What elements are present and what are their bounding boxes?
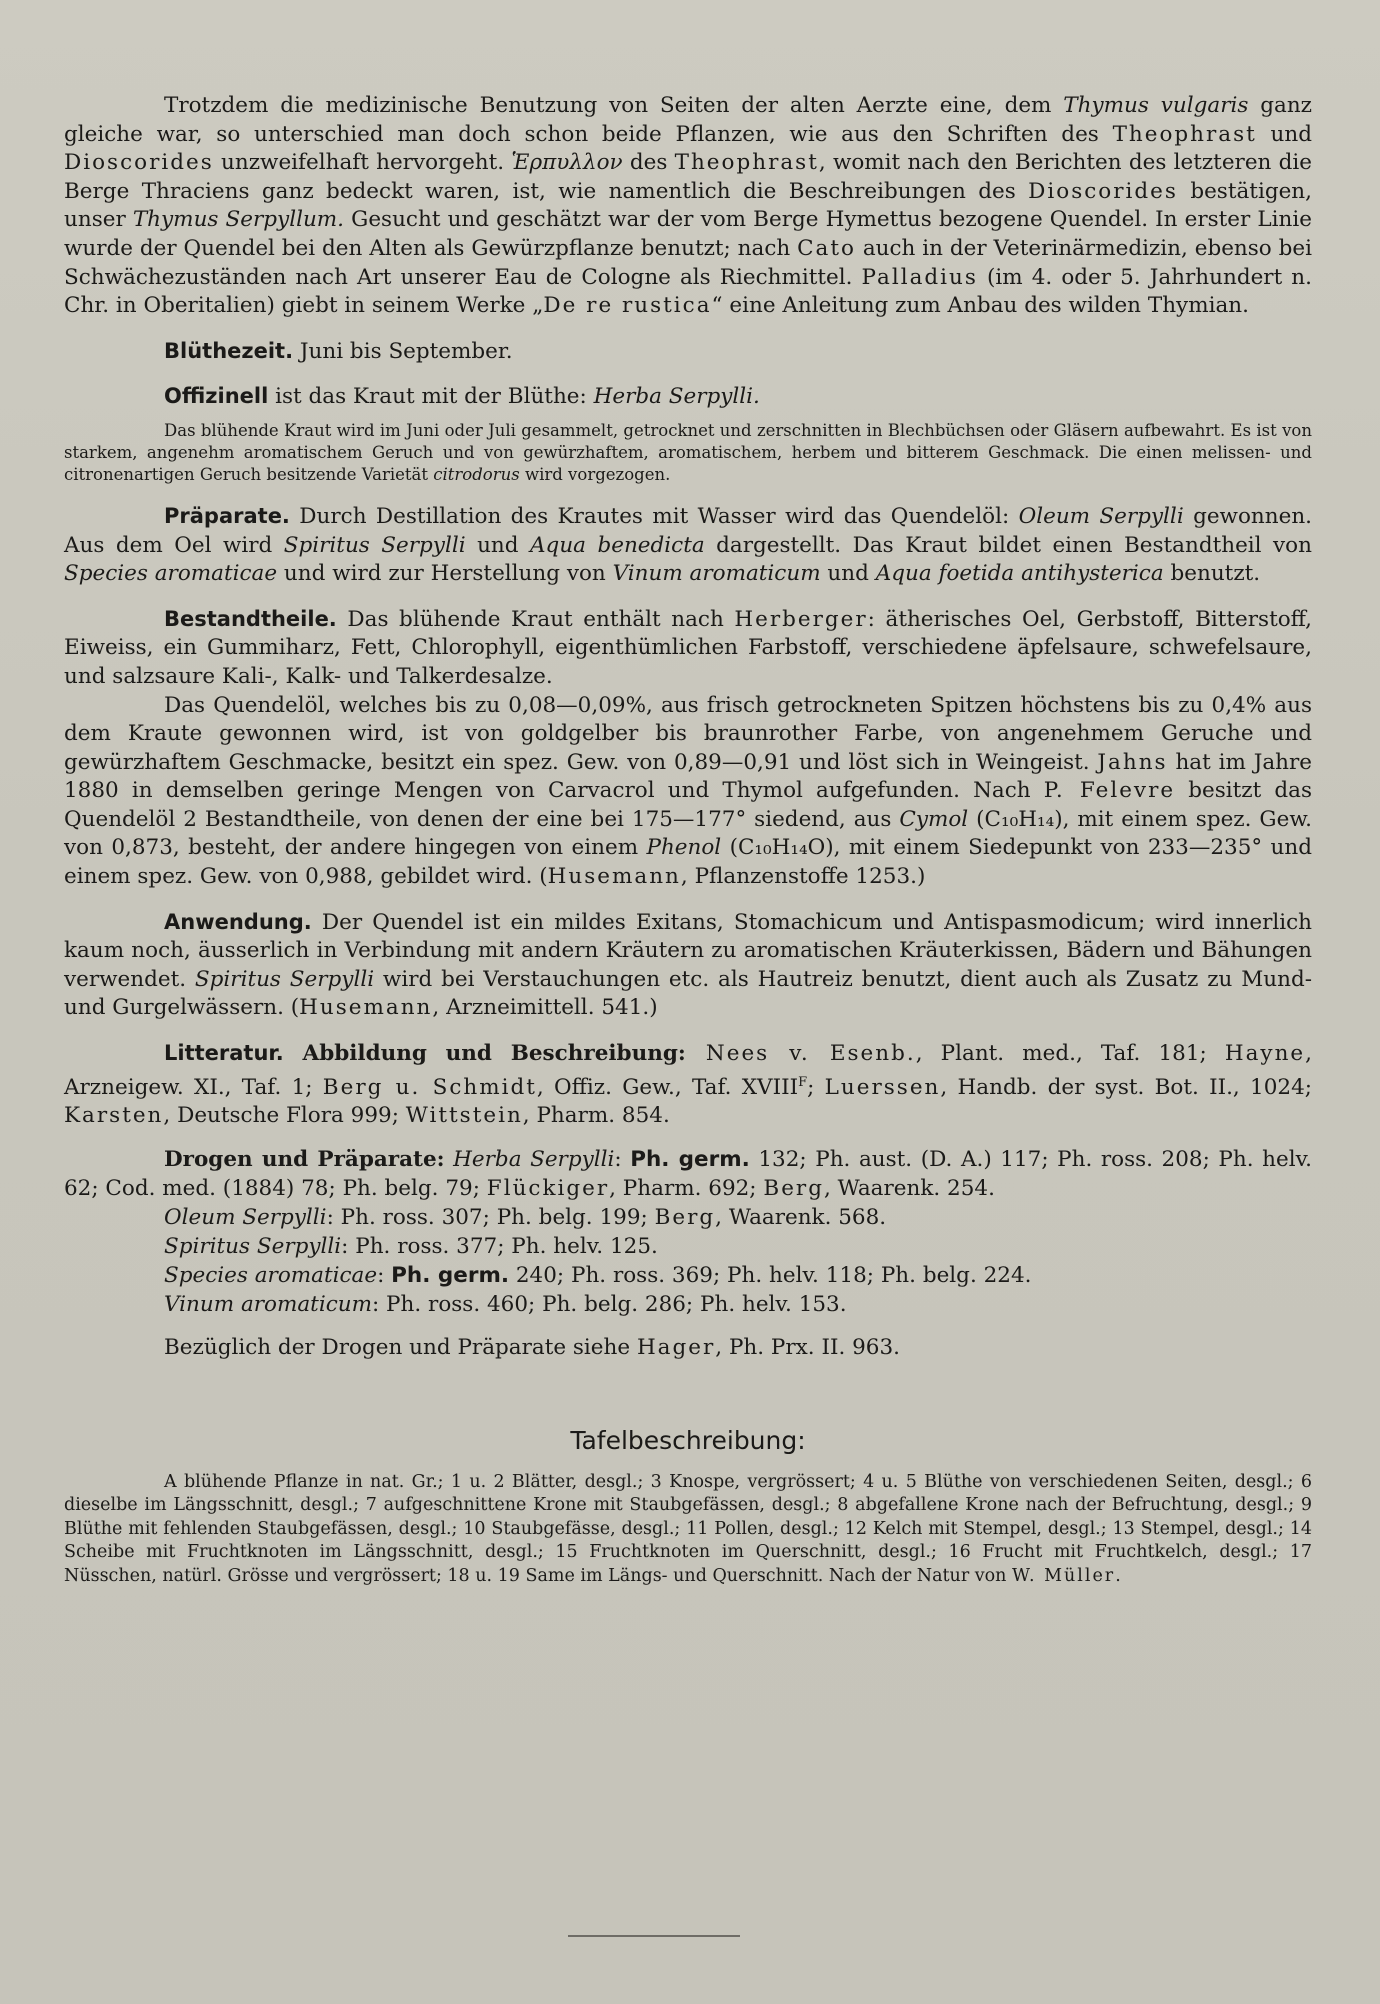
litteratur-section: Litteratur. Abbildung und Beschreibung: Nees v. Esenb., Plant. med., Taf. 181; Hayne, Arzneigew. XI., Taf. 1; Berg u. Schmidt, Offiz. Gew., Taf. $XVIII^F$; Luerssen, Handb. der syst. Bot. II., 1024; Karsten, Deutsche Flora 999; Wittstein, Pharm. 854. xyxy=(64,1041,1313,1129)
bottom-rule xyxy=(568,1935,740,1937)
tafel-title: Tafelbeschreibung: xyxy=(570,1425,806,1455)
page-content xyxy=(64,92,1312,1588)
bluethezeit-section: Blüthezeit. Juni bis September. xyxy=(164,338,513,364)
drogen-species-line: Species aromaticae: Ph. germ. 240; Ph. ross. 369; Ph. helv. 118; Ph. belg. 224. xyxy=(164,1262,1032,1288)
anwendung-section: Anwendung. Der Quendel ist ein mildes Exitans, Stomachicum und Antispasmodicum; wird innerlich kaum noch, äusserlich in Verbindung mit andern Kräutern zu aromatischen Kräuterkissen, Bädern und Bähungen verwendet. Spiritus Serpylli wird bei Verstauchungen etc. als Hautreiz benutzt, dient auch als Zusatz zu Mund- und Gurgelwässern. (Husemann, Arzneimittell. 541.) xyxy=(64,909,1312,1021)
praeparate-section: Präparate. Durch Destillation des Krautes mit Wasser wird das Quendelöl: Oleum Serpylli gewonnen. Aus dem Oel wird Spiritus Serpylli und Aqua benedicta dargestellt. Das Kraut bildet einen Bestandtheil von Species aromaticae und wird zur Herstellung von Vinum aromaticum und Aqua foetida antihysterica benutzt. xyxy=(64,503,1313,587)
drogen-reference-line: Bezüglich der Drogen und Präparate siehe Hager, Ph. Prx. II. 963. xyxy=(164,1334,900,1360)
drogen-oleum-line: Oleum Serpylli: Ph. ross. 307; Ph. belg. 199; Berg, Waarenk. 568. xyxy=(164,1204,887,1230)
offizinell-section: Offizinell ist das Kraut mit der Blüthe: Herba Serpylli. xyxy=(164,384,760,410)
drogen-section: Drogen und Präparate: Herba Serpylli: Ph. germ. 132; Ph. aust. (D. A.) 117; Ph. ross. 208; Ph. helv. 62; Cod. med. (1884) 78; Ph. belg. 79; Flückiger, Pharm. 692; Berg, Waarenk. 254. xyxy=(64,1146,1312,1201)
offizinell-note: Das blühende Kraut wird im Juni oder Juli gesammelt, getrocknet und zerschnitten in Blechbüchsen oder Gläsern aufbewahrt. Es ist von starkem, angenehm aromatischem Geruch und von gewürzhaftem, aromatischem, herbem und bitterem Geschmack. Die einen melissen- und citronenartigen Geruch besitzende Varietät citrodorus wird vorgezogen. xyxy=(64,420,1312,484)
history-paragraph: Trotzdem die medizinische Benutzung von Seiten der alten Aerzte eine, dem Thymus vulgaris ganz gleiche war, so unterschied man doch schon beide Pflanzen, wie aus den Schriften des Theophrast und Dioscorides unzweifelhaft hervorgeht. Ἑρπυλλον des Theophrast, womit nach den Berichten des letzteren die Berge Thraciens ganz bedeckt waren, ist, wie namentlich die Beschreibungen des Dioscorides bestätigen, unser Thymus Serpyllum. Gesucht und geschätzt war der vom Berge Hymettus bezogene Quendel. In erster Linie wurde der Quendel bei den Alten als Gewürzpflanze benutzt; nach Cato auch in der Veterinärmedizin, ebenso bei Schwächezuständen nach Art unserer Eau de Cologne als Riechmittel. Palladius (im 4. oder 5. Jahrhundert n. Chr. in Oberitalien) giebt in seinem Werke „De re rustica“ eine Anleitung zum Anbau des wilden Thymian. xyxy=(64,93,1313,319)
bestandtheile-section: Bestandtheile. Das blühende Kraut enthält nach Herberger: ätherisches Oel, Gerbstoff, Bitterstoff, Eiweiss, ein Gummiharz, Fett, Chlorophyll, eigenthümlichen Farbstoff, verschiedene äpfelsaure, schwefelsaure, und salzsaure Kali-, Kalk- und Talkerdesalze. xyxy=(64,606,1312,689)
quendeloel-paragraph: Das Quendelöl, welches bis zu 0,08—0,09%, aus frisch getrockneten Spitzen höchstens bis zu 0,4% aus dem Kraute gewonnen wird, ist von goldgelber bis braunrother Farbe, von angenehmem Geruche und gewürzhaftem Geschmacke, besitzt ein spez. Gew. von 0,89—0,91 und löst sich in Weingeist. Jahns hat im Jahre 1880 in demselben geringe Mengen von Carvacrol und Thymol aufgefunden. Nach P. Felevre besitzt das Quendelöl 2 Bestandtheile, von denen der eine bei 175—177° siedend, aus Cymol (C₁₀H₁₄), mit einem spez. Gew. von 0,873, besteht, der andere hingegen von einem Phenol (C₁₀H₁₄O), mit einem Siedepunkt von 233—235° und einem spez. Gew. von 0,988, gebildet wird. (Husemann, Pflanzenstoffe 1253.) xyxy=(64,692,1313,890)
drogen-spiritus-line: Spiritus Serpylli: Ph. ross. 377; Ph. helv. 125. xyxy=(164,1233,658,1259)
tafel-description: A blühende Pflanze in nat. Gr.; 1 u. 2 Blätter, desgl.; 3 Knospe, vergrössert; 4 u. 5 Blüthe von verschiedenen Seiten, desgl.; 6 dieselbe im Längsschnitt, desgl.; 7 aufgeschnittene Krone mit Staubgefässen, desgl.; 8 abgefallene Krone nach der Befruchtung, desgl.; 9 Blüthe mit fehlenden Staubgefässen, desgl.; 10 Staubgefässe, desgl.; 11 Pollen, desgl.; 12 Kelch mit Stempel, desgl.; 13 Stempel, desgl.; 14 Scheibe mit Fruchtknoten im Längsschnitt, desgl.; 15 Fruchtknoten im Querschnitt, desgl.; 16 Frucht mit Fruchtkelch, desgl.; 17 Nüsschen, natürl. Grösse und vergrössert; 18 u. 19 Same im Längs- und Querschnitt. Nach der Natur von W. Müller. xyxy=(64,1471,1312,1586)
drogen-vinum-line: Vinum aromaticum: Ph. ross. 460; Ph. belg. 286; Ph. helv. 153. xyxy=(164,1291,847,1317)
